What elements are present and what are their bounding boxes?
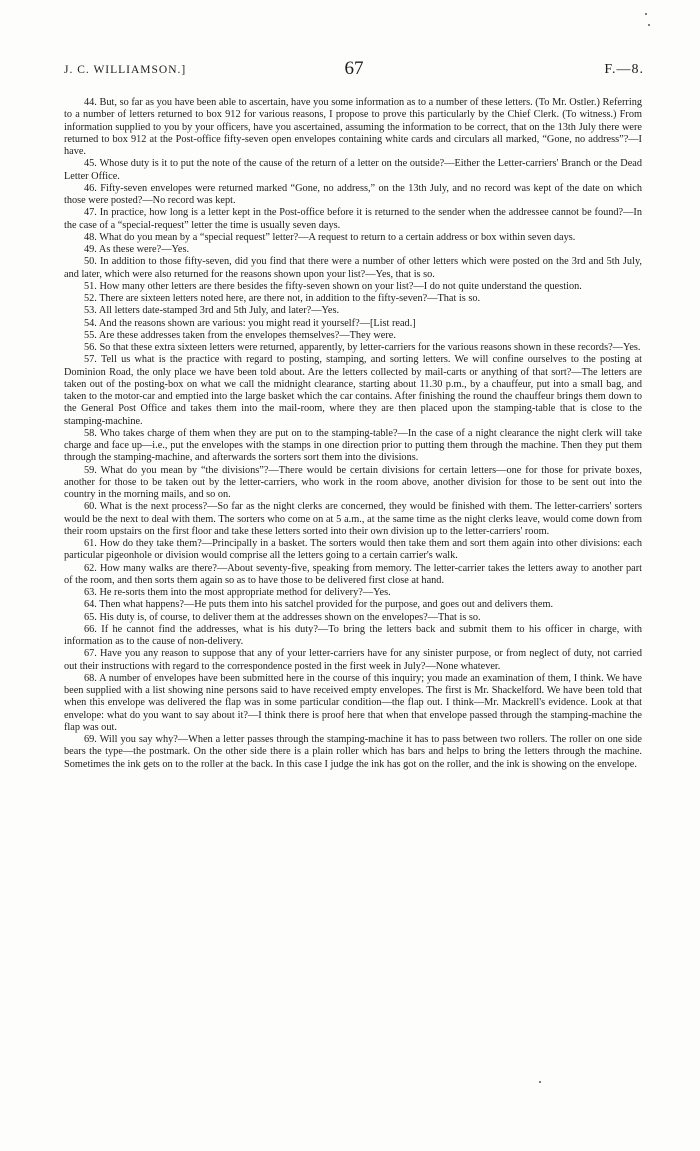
paragraph-57: 57. Tell us what is the practice with regard to posting, stamping, and sorting letters. We will confine ourselves to the posting at Dominion Road, the only place we have been told about. Are the letters collected by mail-carts or anything of that sort?—The letters are taken out of the posting-box on what we call the midnight clearance, starting about 11.30 p.m., by a chauffeur, put into a small bag, and taken to the motor-car and emptied into the large basket which the car contains. After finishing the round the chauffeur brings them down to the General Post Office and takes them into the mail-room, where they are then placed upon the stamping-table that is close to the stamping-machine. [64, 354, 642, 427]
paragraph-55: 55. Are these addresses taken from the envelopes themselves?—They were. [84, 329, 396, 341]
paragraph-69: 69. Will you say why?—When a letter passes through the stamping-machine it has to pass between two rollers. The roller on one side bears the type—the postmark. On the other side there is a plain roller which has bars and helps to bring the letters through the machine. Sometimes the ink gets on to the roller at the back. In this case I judge the ink has got on the roller, and the ink is showing on the envelope. [64, 734, 642, 770]
header-reference: F.—8. [604, 62, 644, 77]
paragraph-68: 68. A number of envelopes have been submitted here in the course of this inquiry; you made an examination of them, I think. We have been supplied with a list showing nine persons said to have received empty envelopes. The first is Mr. Shackelford. We have been told that when this envelope was delivered the flap was in some particular condition—the flap out. I think—Mr. Mackrell's evidence. Look at that envelope: what do you want to say about it?—I think there is proof here that when that envelope passed through the stamping-machine the flap was out. [64, 672, 642, 733]
paragraph-52: 52. There are sixteen letters noted here, are there not, in addition to the fifty-seven?—That is so. [84, 293, 481, 304]
paragraph-59: 59. What do you mean by “the divisions”?—There would be certain divisions for certain letters—one for those for private boxes, another for those to be taken out by the letter-carriers, who work in the room above, another division for those to be sent out into the country in the morning mails, and so on. [64, 464, 642, 500]
paragraph-53: 53. All letters date-stamped 3rd and 5th July, and later?—Yes. [84, 305, 340, 317]
paragraph-54: 54. And the reasons shown are various: you might read it yourself?—[List read.] [84, 317, 416, 329]
paragraph-67: 67. Have you any reason to suppose that any of your letter-carriers have for any sinister purpose, or from neglect of duty, not carried out their instructions with regard to the correspondence posted in the first week in July?—None whatever. [64, 648, 642, 672]
print-speck [645, 13, 647, 15]
paragraph-49: 49. As these were?—Yes. [84, 244, 190, 255]
header-author: J. C. WILLIAMSON.] [64, 64, 187, 76]
paragraph-44: 44. But, so far as you have been able to ascertain, have you some information as to a number of these letters. (To Mr. Ostler.) Referring to a number of letters returned to box 912 for various reasons, I propose to prove this particularly by the Chief Clerk. (To witness.) From information supplied to you by your officers, have you ascertained, assuming the information to be correct, that on the 13th July there were returned to box 912 at the Post-office fifty-seven open envelopes containing white cards and circulars all marked, “Gone, no address”?—I have. [64, 97, 642, 157]
paragraph-62: 62. How many walks are there?—About seventy-five, speaking from memory. The letter-carrier takes the letters away to another part of the room, and then sorts them again so as to have those to be delivered first close at hand. [64, 562, 642, 586]
paragraph-56: 56. So that these extra sixteen letters were returned, apparently, by letter-carriers for the various reasons shown in these records?—Yes. [84, 342, 641, 353]
paragraph-46: 46. Fifty-seven envelopes were returned marked “Gone, no address,” on the 13th July, and no record was kept of the date on which those were posted?—No record was kept. [64, 182, 642, 206]
paragraph-58: 58. Who takes charge of them when they are put on to the stamping-table?—In the case of a night clearance the night clerk will take charge and face up—i.e., put the envelopes with the stamps in one direction prior to putting them through the machine. Then they put them through the stamping-machine, and afterwards the sorters sort them into the divisions. [64, 427, 642, 464]
paragraph-60: 60. What is the next process?—So far as the night clerks are concerned, they would be finished with them. The letter-carriers' sorters would be the next to deal with them. The sorters who come on at 5 a.m., at the same time as the night clerks leave, would come down from their room upstairs on the first floor and take these letters sorted into their own division up to the letter-carriers' room. [64, 501, 642, 537]
paragraph-47: 47. In practice, how long is a letter kept in the Post-office before it is returned to the sender when the addressee cannot be found?—In the case of a “special-request” letter the time is usually seven days. [64, 207, 642, 231]
paragraph-51: 51. How many other letters are there besides the fifty-seven shown on your list?—I do not quite understand the question. [84, 280, 582, 292]
paragraph-48: 48. What do you mean by a “special request” letter?—A request to return to a certain address or box within seven days. [84, 231, 576, 243]
paragraph-50: 50. In addition to those fifty-seven, did you find that there were a number of other letters which were posted on the 3rd and 5th July, and later, which were also returned for the reasons shown upon your list?—Yes, that is so. [64, 256, 642, 280]
paragraph-45: 45. Whose duty is it to put the note of the cause of the return of a letter on the outside?—Either the Letter-carriers' Branch or the Dead Letter Office. [64, 158, 642, 182]
document-body [64, 97, 642, 771]
paragraph-66: 66. If he cannot find the addresses, what is his duty?—To bring the letters back and submit them to his officer in charge, with information as to the cause of non-delivery. [64, 623, 642, 647]
print-speck [648, 24, 650, 26]
print-speck [539, 1081, 541, 1083]
paragraph-61: 61. How do they take them?—Principally in a basket. The sorters would then take them and sort them again into other divisions: each particular pigeonhole or division would comprise all the letters going to a certain carrier's walk. [64, 538, 642, 562]
page-number: 67 [344, 58, 364, 79]
paragraph-65: 65. His duty is, of course, to deliver them at the addresses shown on the envelopes?—That is so. [84, 611, 481, 623]
page-header [64, 58, 644, 82]
paragraph-64: 64. Then what happens?—He puts them into his satchel provided for the purpose, and goes out and delivers them. [84, 599, 554, 611]
paragraph-63: 63. He re-sorts them into the most appropriate method for delivery?—Yes. [84, 587, 391, 598]
